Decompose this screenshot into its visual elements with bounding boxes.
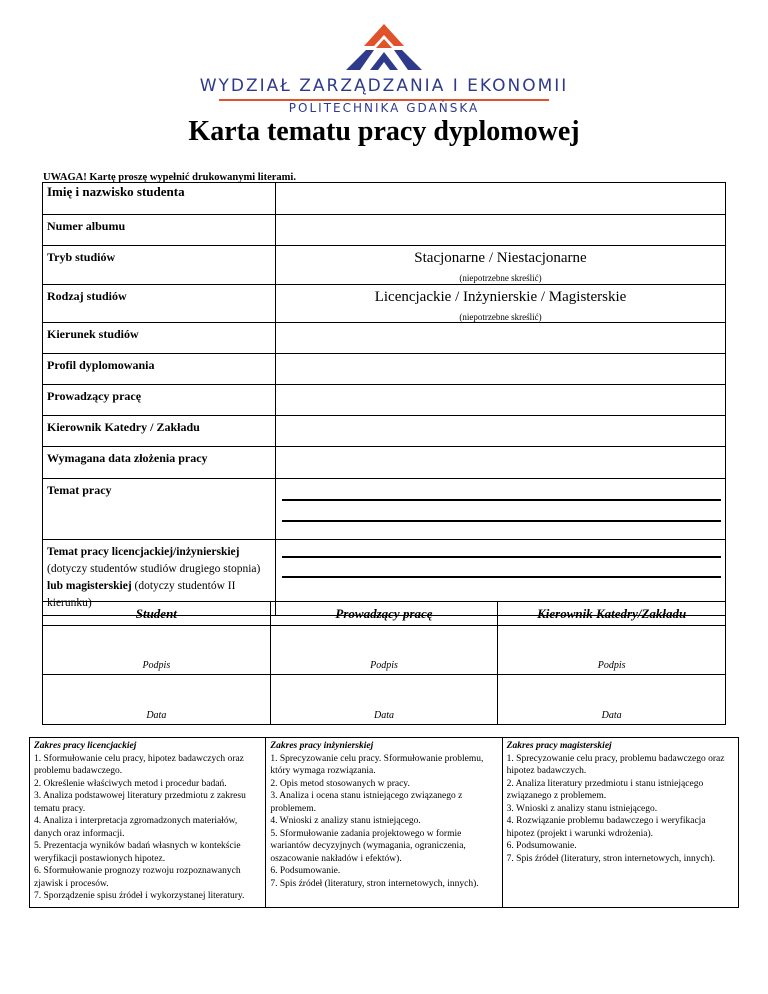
study-type-hint: (niepotrzebne skreślić)	[459, 312, 542, 322]
scope-item: 3. Analiza podstawowej literatury przedmiotu z zakresu tematu pracy.	[34, 791, 246, 814]
thesis-topic-field[interactable]	[276, 479, 726, 540]
scope-item: 3. Wnioski z analizy stanu istniejącego.	[506, 803, 658, 814]
previous-topic-bold-2: lub magisterskiej	[47, 580, 132, 592]
study-mode-field[interactable]	[276, 246, 726, 285]
department-head-label: Kierownik Katedry / Zakładu	[43, 416, 276, 447]
thesis-topic-label: Temat pracy	[43, 479, 276, 540]
faculty-name: WYDZIAŁ ZARZĄDZANIA I EKONOMII	[199, 76, 569, 96]
supervisor-signature-cell[interactable]: Podpis	[270, 626, 498, 675]
previous-topic-line-1	[282, 556, 721, 558]
scope-item: 2. Określenie właściwych metod i procedur badań.	[34, 778, 227, 789]
deadline-label: Wymagana data złożenia pracy	[43, 447, 276, 479]
scope-item: 7. Sporządzenie spisu źródeł i wykorzystanej literatury.	[34, 891, 245, 901]
supervisor-field[interactable]	[276, 385, 726, 416]
previous-topic-line-2	[282, 576, 721, 578]
master-scope-title: Zakres pracy magisterskiej	[506, 741, 612, 751]
scope-item: 6. Podsumowanie.	[506, 841, 577, 851]
scope-item: 4. Analiza i interpretacja zgromadzonych materiałów, danych oraz informacji.	[34, 816, 238, 839]
bachelor-scope	[30, 738, 266, 908]
university-name: POLITECHNIKA GDAŃSKA	[288, 101, 480, 115]
scope-item: 4. Rozwiązanie problemu badawczego i weryfikacja hipotez (projekt i warunki wdrożenia).	[506, 816, 706, 839]
head-date-cell[interactable]: Data	[498, 675, 726, 725]
study-type-label: Rodzaj studiów	[43, 285, 276, 323]
topic-line-1	[282, 499, 721, 501]
student-name-field[interactable]	[276, 183, 726, 215]
scope-item: 1. Sprecyzowanie celu pracy. Sformułowanie problemu, który wymaga rozwiązania.	[270, 753, 484, 776]
scope-item: 6. Podsumowanie.	[270, 866, 341, 876]
field-of-study-label: Kierunek studiów	[43, 323, 276, 354]
deadline-field[interactable]	[276, 447, 726, 479]
scope-item: 5. Prezentacja wyników badań własnych w kontekście weryfikacji postawionych hipotez.	[34, 841, 241, 864]
previous-topic-note-1: (dotyczy studentów studiów drugiego stopnia)	[47, 563, 261, 575]
student-date-cell[interactable]: Data	[43, 675, 271, 725]
scope-item: 2. Opis metod stosowanych w pracy.	[270, 778, 410, 789]
logo-mark-icon	[344, 22, 424, 74]
scope-item: 7. Spis źródeł (literatury, stron internetowych, innych).	[270, 878, 479, 889]
supervisor-column-header: Prowadzący pracę	[270, 602, 498, 626]
supervisor-date-cell[interactable]: Data	[270, 675, 498, 725]
department-head-field[interactable]	[276, 416, 726, 447]
signatures-table	[42, 601, 726, 725]
thesis-scope-table	[29, 737, 739, 908]
student-column-header: Student	[43, 602, 271, 626]
scope-item: 6. Sformułowanie prognozy rozwoju rozpoznawanych zjawisk i procesów.	[34, 866, 241, 889]
profile-field[interactable]	[276, 354, 726, 385]
master-scope	[502, 738, 738, 908]
scope-item: 3. Analiza i ocena stanu istniejącego związanego z problemem.	[270, 791, 463, 814]
thesis-form-table	[42, 182, 726, 616]
scope-item: 2. Analiza literatury przedmiotu i stanu istniejącego związanego z problemem.	[506, 778, 704, 801]
profile-label: Profil dyplomowania	[43, 354, 276, 385]
topic-line-2	[282, 520, 721, 522]
student-name-label: Imię i nazwisko studenta	[43, 183, 276, 215]
album-number-field[interactable]	[276, 215, 726, 246]
scope-item: 1. Sformułowanie celu pracy, hipotez badawczych oraz problemu badawczego.	[34, 753, 244, 776]
scope-item: 1. Sprecyzowanie celu pracy, problemu badawczego oraz hipotez badawczych.	[506, 753, 725, 776]
scope-item: 4. Wnioski z analizy stanu istniejącego.	[270, 816, 421, 826]
previous-topic-bold-1: Temat pracy licencjackiej/inżynierskiej	[47, 546, 240, 558]
scope-item: 5. Sformułowanie zadania projektowego w formie wariantów decyzyjnych (wymagania, ograniczenia, oszacowanie nakładów i efektów).	[270, 828, 466, 864]
previous-topic-note-2: (dotyczy studentów II kierunku)	[47, 580, 236, 609]
student-signature-cell[interactable]: Podpis	[43, 626, 271, 675]
supervisor-label: Prowadzący pracę	[43, 385, 276, 416]
engineering-scope	[266, 738, 502, 908]
head-signature-cell[interactable]: Podpis	[498, 626, 726, 675]
bachelor-scope-title: Zakres pracy licencjackiej	[34, 741, 137, 751]
faculty-logo	[0, 0, 768, 118]
scope-item: 7. Spis źródeł (literatury, stron internetowych, innych).	[506, 853, 715, 864]
engineering-scope-title: Zakres pracy inżynierskiej	[270, 741, 374, 751]
study-mode-label: Tryb studiów	[43, 246, 276, 285]
head-column-header: Kierownik Katedry/Zakładu	[498, 602, 726, 626]
study-mode-hint: (niepotrzebne skreślić)	[459, 273, 542, 283]
field-of-study-field[interactable]	[276, 323, 726, 354]
album-number-label: Numer albumu	[43, 215, 276, 246]
study-type-field[interactable]	[276, 285, 726, 323]
study-mode-options: Stacjonarne / Niestacjonarne	[414, 250, 587, 266]
fill-instructions: UWAGA! Kartę proszę wypełnić drukowanymi literami.	[43, 172, 296, 183]
page-title: Karta tematu pracy dyplomowej	[188, 116, 580, 147]
study-type-options: Licencjackie / Inżynierskie / Magisterskie	[374, 289, 627, 305]
